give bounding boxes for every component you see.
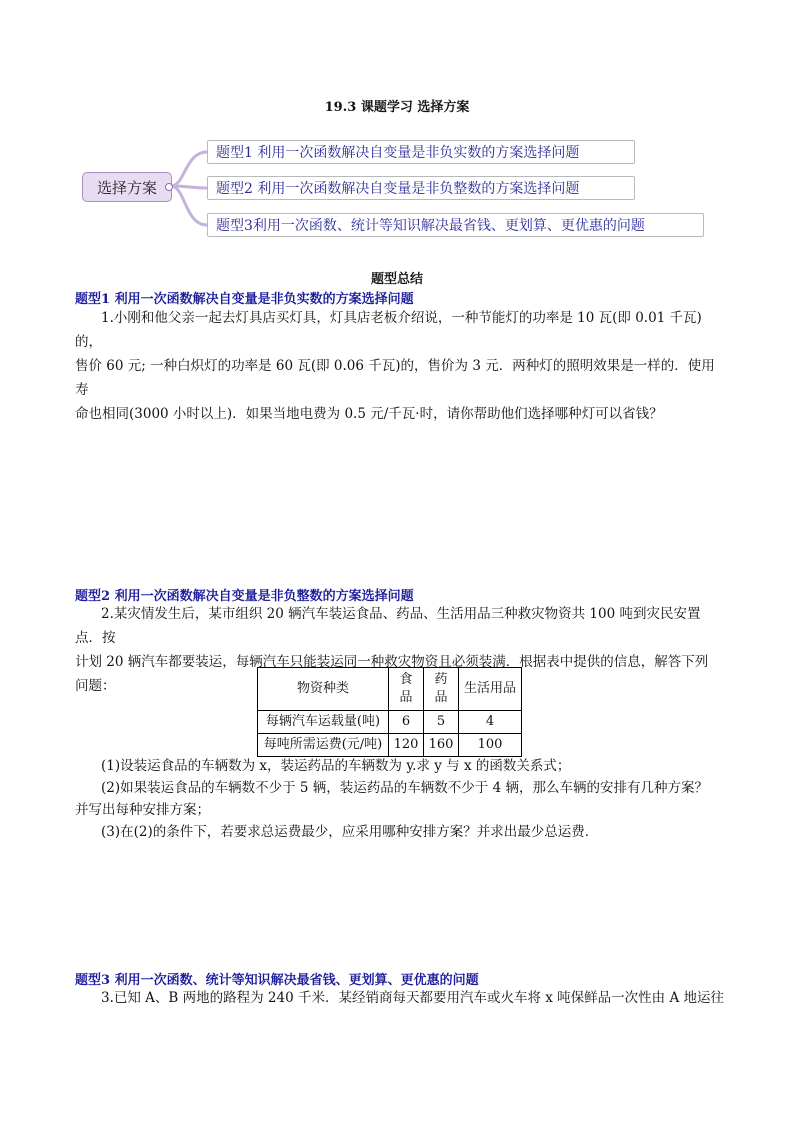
section-2-line-1: 2.某灾情发生后，某市组织 20 辆汽车装运食品、药品、生活用品三种救灾物资共 100 吨到灾民安置点．按 [75, 606, 701, 646]
table-header-cell: 物资种类 [258, 668, 389, 711]
table-header-cell: 药品 [424, 668, 459, 711]
mind-map-root: 选择方案 [82, 172, 172, 202]
table-header-cell: 生活用品 [459, 668, 522, 711]
supply-table [257, 667, 522, 757]
table-cell: 160 [424, 734, 459, 757]
question-2: (2)如果装运食品的车辆数不少于 5 辆，装运药品的车辆数不少于 4 辆，那么车辆的安排有几种方案？ [101, 780, 708, 796]
section-1-title: 题型1 利用一次函数解决自变量是非负实数的方案选择问题 [75, 292, 414, 307]
question-1: (1)设装运食品的车辆数为 x，装运药品的车辆数为 y.求 y 与 x 的函数关系式； [101, 758, 571, 774]
table-cell: 每吨所需运费(元/吨) [258, 734, 389, 757]
table-cell: 100 [459, 734, 522, 757]
table-cell: 4 [459, 711, 522, 734]
section-2-line-2: 计划 20 辆汽车都要装运，每辆汽车只能装运同一种救灾物资且必须装满．根据表中提供的信息，解答下列 [75, 654, 709, 670]
section-3-line-1: 3.已知 A、B 两地的路程为 240 千米．某经销商每天都要用汽车或火车将 x 吨保鲜品一次性由 A 地运往 [101, 990, 725, 1006]
section-2-title: 题型2 利用一次函数解决自变量是非负整数的方案选择问题 [75, 589, 414, 604]
table-cell: 120 [389, 734, 424, 757]
mind-map-branch-2: 题型2 利用一次函数解决自变量是非负整数的方案选择问题 [207, 176, 635, 200]
collapse-dot-icon [165, 183, 173, 191]
mind-map-branch-1: 题型1 利用一次函数解决自变量是非负实数的方案选择问题 [207, 140, 635, 164]
table-cell: 5 [424, 711, 459, 734]
question-2-continued: 并写出每种安排方案； [75, 802, 210, 818]
table-header-cell: 食品 [389, 668, 424, 711]
mind-map [0, 0, 794, 260]
section-1-line-2: 售价 60 元; 一种白炽灯的功率是 60 瓦(即 0.06 千瓦)的，售价为 3 元．两种灯的照明效果是一样的．使用寿 [75, 358, 715, 398]
summary-heading: 题型总结 [370, 272, 423, 287]
section-2-line-3: 问题： [75, 678, 116, 694]
section-3-title: 题型3 利用一次函数、统计等知识解决最省钱、更划算、更优惠的问题 [75, 973, 479, 988]
section-1-line-3: 命也相同(3000 小时以上)．如果当地电费为 0.5 元/千瓦·时，请你帮助他们选择哪种灯可以省钱？ [75, 406, 663, 422]
table-row [258, 711, 522, 734]
table-header-row [258, 668, 522, 711]
section-1-line-1: 1.小刚和他父亲一起去灯具店买灯具，灯具店老板介绍说，一种节能灯的功率是 10 瓦(即 0.01 千瓦)的， [75, 310, 702, 350]
page-title: 19.3 课题学习 选择方案 [324, 100, 470, 115]
table-cell: 6 [389, 711, 424, 734]
mind-map-branch-3: 题型3利用一次函数、统计等知识解决最省钱、更划算、更优惠的问题 [207, 213, 704, 237]
question-3: (3)在(2)的条件下，若要求总运费最少，应采用哪种安排方案？并求出最少总运费． [101, 824, 599, 840]
section-1-problem [75, 306, 725, 426]
table-cell: 每辆汽车运载量(吨) [258, 711, 389, 734]
